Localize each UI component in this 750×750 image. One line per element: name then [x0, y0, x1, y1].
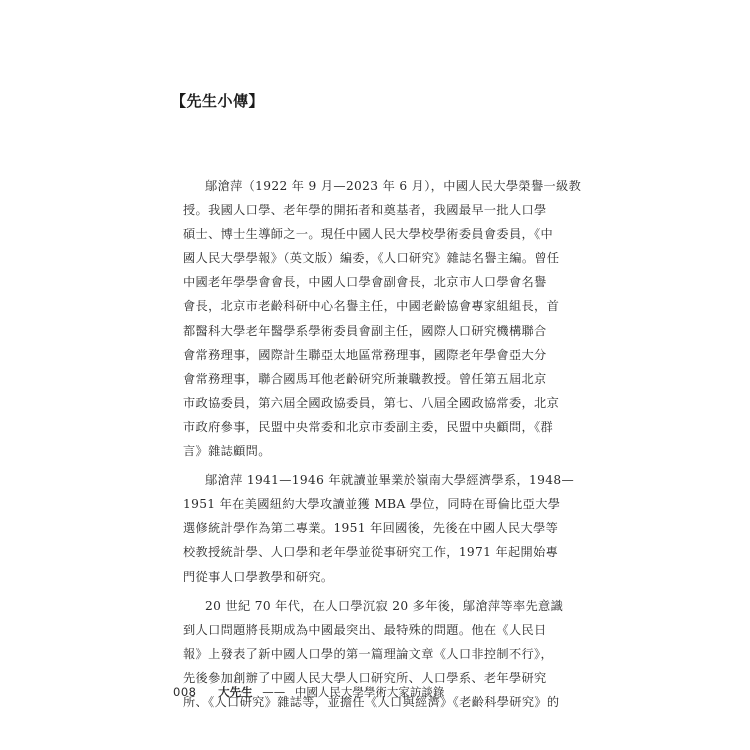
text-line: 選修統計學作為第二專業。1951 年回國後，先後在中國人民大學等: [183, 521, 559, 536]
text-line: 先後參加創辦了中國人民大學人口研究所、人口學系、老年學研究: [183, 670, 547, 685]
text-line: 會常務理事，國際計生聯亞太地區常務理事，國際老年學會亞大分: [183, 347, 547, 362]
text-line: 20 世紀 70 年代，在人口學沉寂 20 多年後，鄔滄萍等率先意識: [205, 598, 564, 613]
text-line: 鄔滄萍 1941—1946 年就讀並畢業於嶺南大學經濟學系，1948—: [205, 473, 574, 488]
page-number: 008: [173, 685, 197, 699]
text-line: 碩士、博士生導師之一。現任中國人民大學校學術委員會委員，《中: [183, 227, 554, 242]
text-line: 會常務理事，聯合國馬耳他老齡研究所兼職教授。曾任第五屆北京: [183, 371, 547, 386]
text-line: 報》上發表了新中國人口學的第一篇理論文章《人口非控制不行》，: [183, 646, 554, 661]
text-line: 門從事人口學教學和研究。: [183, 569, 334, 584]
book-title: 大先生: [218, 685, 253, 699]
title-dash: ——: [262, 685, 286, 699]
text-line: 中國老年學學會會長，中國人口學會副會長，北京市人口學會名譽: [183, 275, 547, 290]
text-line: 鄔滄萍（1922 年 9 月—2023 年 6 月），中國人民大學榮譽一級教: [205, 179, 582, 193]
text-line: 1951 年在美國紐約大學攻讀並獲 MBA 學位，同時在哥倫比亞大學: [183, 497, 561, 512]
text-line: 授。我國人口學、老年學的開拓者和奠基者，我國最早一批人口學: [183, 203, 547, 218]
paragraph-1: [183, 174, 582, 463]
section-title: 【先生小傳】: [171, 92, 265, 110]
text-line: 都醫科大學老年醫學系學術委員會副主任，國際人口研究機構聯合: [183, 323, 547, 338]
book-subtitle: 中國人民大學學術大家訪談錄: [294, 685, 445, 699]
text-line: 國人民大學學報》（英文版）編委，《人口研究》雜誌名譽主編。曾任: [183, 251, 560, 266]
text-line: 會長，北京市老齡科研中心名譽主任，中國老齡協會專家組組長，首: [183, 299, 560, 314]
text-line: 市政府參事，民盟中央常委和北京市委副主委，民盟中央顧問，《群: [183, 419, 554, 434]
text-line: 市政協委員，第六屆全國政協委員，第七、八屆全國政協常委，北京: [183, 395, 560, 410]
text-line: 所、《人口研究》雜誌等，並擔任《人口與經濟》《老齡科學研究》的: [183, 694, 560, 709]
page-footer: [173, 684, 444, 700]
paragraph-2: [183, 468, 574, 588]
article-body: [183, 174, 582, 714]
text-line: 到人口問題將長期成為中國最突出、最特殊的問題。他在《人民日: [183, 622, 547, 637]
text-line: 校教授統計學、人口學和老年學並從事研究工作，1971 年起開始專: [183, 545, 559, 560]
text-line: 言》雜誌顧問。: [183, 444, 271, 459]
